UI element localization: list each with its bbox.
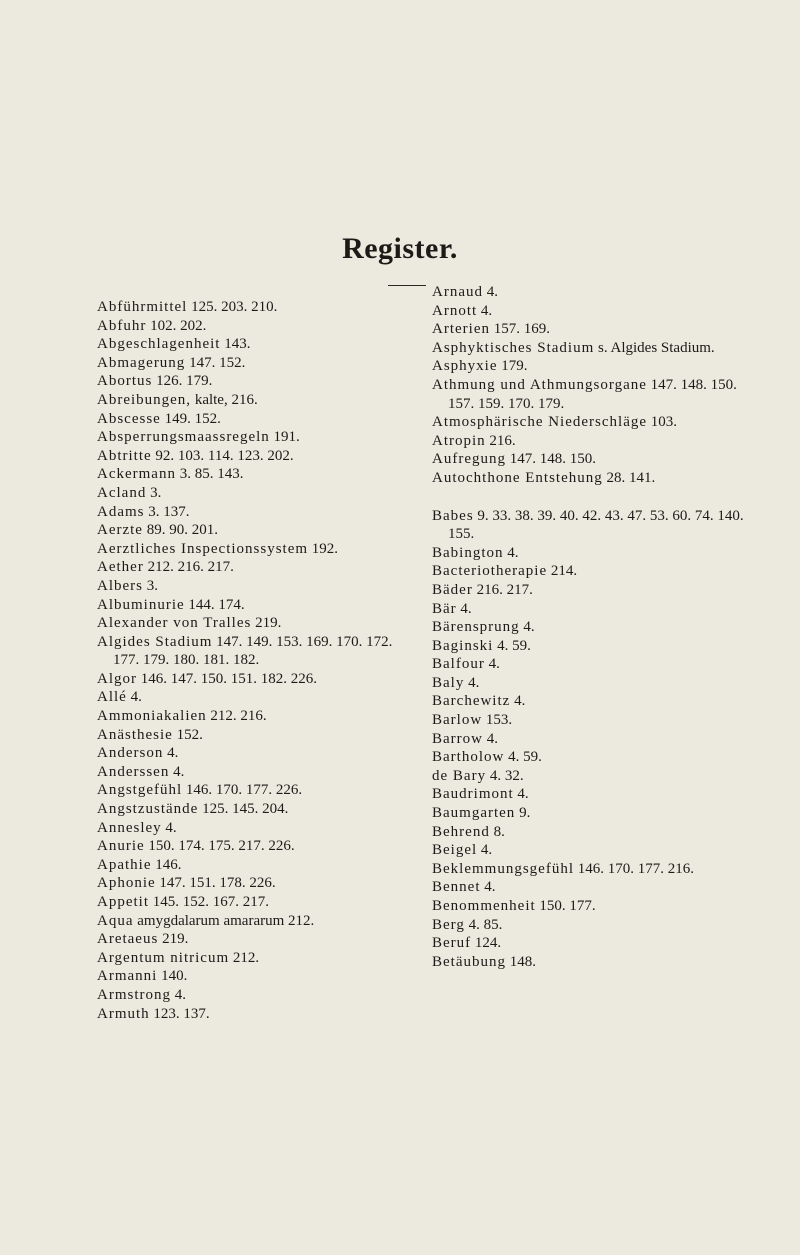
index-entry — [97, 763, 397, 782]
entry-refs: 140. — [157, 968, 188, 985]
entry-refs: 144. 174. — [184, 596, 245, 613]
index-entry — [432, 637, 762, 656]
entry-term: Arnott — [432, 302, 478, 319]
entry-term: Arterien — [432, 321, 490, 338]
index-entry — [97, 874, 397, 893]
entry-term: Abführmittel — [97, 299, 188, 315]
index-entry — [97, 521, 397, 540]
index-entry — [432, 357, 762, 376]
entry-term: Abfuhr — [97, 317, 147, 334]
index-entry — [97, 410, 397, 429]
entry-term: Abortus — [97, 373, 153, 390]
entry-term: Aerztliches Inspectionssystem — [97, 540, 309, 557]
index-entry — [432, 878, 762, 897]
entry-term: Athmung und Athmungsorgane — [432, 376, 647, 393]
entry-refs: 4. — [477, 842, 493, 859]
entry-term: Bacteriotherapie — [432, 563, 548, 580]
entry-term: Baudrimont — [432, 786, 514, 803]
index-entry — [97, 688, 397, 707]
entry-term: Beklemmungsgefühl — [432, 860, 574, 877]
entry-term: Baumgarten — [432, 805, 516, 822]
entry-refs: s. Algides Stadium. — [594, 339, 715, 356]
entry-refs: 3. 85. 143. — [175, 466, 244, 483]
entry-term: Asphyxie — [432, 358, 498, 375]
entry-refs: 192. — [308, 540, 339, 557]
entry-refs: 4. 59. — [493, 637, 531, 654]
index-entry — [97, 503, 397, 522]
index-entry — [432, 413, 762, 432]
entry-refs: 89. 90. 201. — [142, 522, 218, 539]
entry-term: Atropin — [432, 432, 486, 449]
entry-term: Arnaud — [432, 284, 483, 300]
index-entry — [432, 507, 762, 544]
entry-refs: 3. — [143, 577, 158, 594]
entry-term: Aphonie — [97, 875, 156, 892]
index-entry — [432, 581, 762, 600]
entry-refs: 4. — [171, 986, 186, 1003]
entry-term: Apathie — [97, 856, 152, 873]
entry-refs: 4. — [484, 656, 500, 673]
entry-term: Abreibungen, — [97, 391, 192, 408]
entry-refs: 4. — [483, 730, 498, 747]
entry-term: Betäubung — [432, 953, 506, 970]
index-entry — [432, 376, 762, 413]
index-entry — [432, 785, 762, 804]
entry-refs: 4. 32. — [486, 767, 524, 784]
entry-term: Angstgefühl — [97, 782, 183, 799]
index-entry — [432, 600, 762, 619]
entry-term: Bennet — [432, 879, 481, 896]
entry-term: Abgeschlagenheit — [97, 336, 221, 353]
entry-term: Adams — [97, 503, 145, 520]
entry-refs: 150. 177. — [535, 898, 596, 914]
entry-term: Abscesse — [97, 410, 161, 427]
entry-refs: 4. 85. — [464, 916, 503, 933]
index-entry — [432, 450, 762, 469]
entry-refs: 4. — [519, 619, 535, 636]
entry-refs: 212. 216. — [206, 708, 267, 725]
entry-term: Armstrong — [97, 986, 171, 1003]
entry-refs: 28. 141. — [602, 469, 656, 486]
entry-refs: 8. — [489, 823, 505, 840]
entry-refs: 4. — [513, 786, 529, 803]
entry-term: Anurie — [97, 838, 145, 855]
entry-refs: 125. 203. 210. — [187, 299, 278, 315]
index-entry — [432, 860, 762, 879]
entry-term: Baly — [432, 674, 465, 691]
index-entry — [97, 633, 397, 670]
entry-term: Albers — [97, 577, 143, 594]
entry-refs: 219. — [158, 931, 189, 948]
entry-refs: 147. 148. 150. — [505, 451, 596, 468]
entry-refs: 4. — [163, 745, 179, 762]
entry-term: Babington — [432, 544, 504, 561]
entry-term: Abtritte — [97, 447, 152, 464]
entry-refs: 145. 152. 167. 217. — [149, 894, 269, 910]
index-entry — [97, 298, 397, 317]
entry-refs: 212. 216. 217. — [143, 559, 234, 576]
entry-term: Ackermann — [97, 466, 176, 483]
entry-refs: 4. 59. — [504, 749, 542, 766]
index-entry — [97, 744, 397, 763]
index-entry — [432, 283, 762, 302]
entry-term: de Bary — [432, 767, 487, 784]
index-entry — [97, 856, 397, 875]
entry-refs: 148. — [506, 953, 536, 970]
entry-term: Algor — [97, 670, 137, 687]
entry-term: Aerzte — [97, 522, 143, 539]
entry-refs: 214. — [547, 563, 578, 580]
index-entry — [432, 841, 762, 860]
index-entry — [97, 893, 397, 912]
entry-term: Acland — [97, 484, 147, 501]
entry-refs: 4. — [503, 544, 519, 561]
index-entry — [97, 930, 397, 949]
index-entry — [432, 469, 762, 488]
entry-term: Babes — [432, 507, 474, 524]
entry-refs: 219. — [251, 615, 282, 632]
page-title: Register. — [342, 232, 458, 265]
entry-refs: 179. — [497, 358, 528, 375]
entry-term: Beruf — [432, 935, 472, 952]
entry-refs: amygdalarum amararum 212. — [133, 912, 315, 929]
entry-term: Ammoniakalien — [97, 708, 207, 725]
entry-term: Alexander von Tralles — [97, 615, 252, 632]
index-entry — [97, 372, 397, 391]
entry-refs: 92. 103. 114. 123. 202. — [151, 447, 294, 464]
index-entry — [97, 558, 397, 577]
entry-term: Anästhesie — [97, 726, 173, 743]
entry-refs: 146. 170. 177. 216. — [573, 860, 694, 877]
entry-term: Angstzustände — [97, 801, 199, 818]
entry-refs: 123. 137. — [149, 1005, 210, 1022]
index-entry — [97, 577, 397, 596]
entry-term: Autochthone Entstehung — [432, 469, 603, 486]
entry-refs: 4. — [510, 693, 526, 710]
entry-refs: 191. — [269, 429, 300, 446]
entry-refs: 150. 174. 175. 217. 226. — [144, 838, 295, 855]
index-entry — [97, 800, 397, 819]
index-entry — [97, 465, 397, 484]
entry-term: Bär — [432, 600, 457, 617]
entry-term: Anderson — [97, 745, 164, 762]
index-entry — [432, 711, 762, 730]
index-entry — [97, 986, 397, 1005]
index-entry — [97, 354, 397, 373]
index-entry — [432, 302, 762, 321]
entry-term: Bärensprung — [432, 619, 520, 636]
index-entry — [97, 967, 397, 986]
index-entry — [97, 1005, 397, 1024]
index-entry — [97, 428, 397, 447]
entry-term: Armanni — [97, 968, 158, 985]
index-entry — [97, 335, 397, 354]
entry-term: Aether — [97, 559, 144, 576]
entry-refs: 4. — [464, 674, 480, 691]
entry-term: Asphyktisches Stadium — [432, 339, 595, 356]
entry-term: Barlow — [432, 712, 483, 729]
index-entry — [97, 781, 397, 800]
index-entry — [97, 726, 397, 745]
entry-refs: 147. 149. 153. 169. 170. 172. 177. 179. 180. 181. 182. — [113, 633, 393, 669]
entry-term: Aqua — [97, 912, 134, 929]
entry-refs: 216. — [485, 432, 516, 449]
index-entry — [97, 540, 397, 559]
index-entry — [97, 391, 397, 410]
entry-term: Anderssen — [97, 763, 170, 780]
index-entry — [432, 897, 762, 916]
entry-refs: 4. — [483, 284, 498, 300]
index-entry — [432, 562, 762, 581]
index-entry — [432, 916, 762, 935]
entry-refs: 216. 217. — [472, 581, 533, 598]
entry-refs: 143. — [220, 336, 251, 353]
entry-term: Appetit — [97, 894, 149, 910]
entry-refs: 212. — [229, 949, 260, 966]
title-rule — [388, 285, 426, 286]
entry-refs: 4. — [480, 879, 496, 896]
index-entry — [97, 447, 397, 466]
index-entry — [432, 953, 762, 972]
entry-term: Albuminurie — [97, 596, 185, 613]
entry-term: Aufregung — [432, 451, 506, 468]
letter-gap — [432, 488, 762, 507]
index-entry — [97, 317, 397, 336]
index-entry — [432, 804, 762, 823]
index-entry — [97, 707, 397, 726]
entry-term: Argentum nitricum — [97, 949, 230, 966]
entry-term: Balfour — [432, 656, 485, 673]
index-entry — [97, 596, 397, 615]
index-entry — [432, 767, 762, 786]
entry-refs: 146. — [151, 856, 182, 873]
index-entry — [97, 837, 397, 856]
entry-refs: 152. — [172, 726, 203, 743]
index-entry — [432, 544, 762, 563]
entry-refs: 153. — [482, 712, 513, 729]
entry-term: Behrend — [432, 823, 490, 840]
entry-term: Aretaeus — [97, 931, 159, 948]
entry-refs: 149. 152. — [160, 410, 221, 427]
entry-refs: 9. — [515, 805, 531, 822]
entry-refs: 3. — [146, 484, 162, 501]
index-entry — [97, 912, 397, 931]
entry-term: Abmagerung — [97, 354, 186, 371]
entry-term: Bäder — [432, 581, 473, 598]
entry-refs: kalte, 216. — [191, 391, 258, 408]
entry-term: Allé — [97, 689, 127, 706]
entry-term: Barrow — [432, 730, 483, 747]
entry-refs: 4. — [456, 600, 472, 617]
index-entry — [432, 339, 762, 358]
entry-refs: 124. — [471, 935, 502, 952]
entry-refs: 4. — [161, 819, 177, 836]
entry-refs: 4. — [169, 763, 185, 780]
entry-refs: 147. 151. 178. 226. — [155, 875, 276, 892]
index-column-left — [97, 298, 397, 1023]
entry-refs: 3. 137. — [144, 503, 190, 520]
index-entry — [432, 748, 762, 767]
entry-refs: 146. 170. 177. 226. — [182, 782, 303, 799]
index-entry — [432, 618, 762, 637]
index-entry — [432, 320, 762, 339]
index-entry — [97, 670, 397, 689]
index-entry — [97, 614, 397, 633]
entry-term: Barchewitz — [432, 693, 511, 710]
entry-term: Absperrungsmaassregeln — [97, 429, 270, 446]
index-entry — [97, 949, 397, 968]
entry-term: Armuth — [97, 1005, 150, 1022]
entry-term: Berg — [432, 916, 465, 933]
entry-term: Beigel — [432, 842, 478, 859]
entry-refs: 102. 202. — [146, 317, 207, 334]
entry-term: Algides Stadium — [97, 633, 213, 650]
index-entry — [432, 823, 762, 842]
index-entry — [432, 934, 762, 953]
entry-refs: 103. — [647, 414, 678, 431]
index-entry — [432, 674, 762, 693]
entry-refs: 125. 145. 204. — [198, 801, 289, 818]
index-entry — [432, 692, 762, 711]
index-column-right — [432, 283, 762, 971]
entry-term: Baginski — [432, 637, 494, 654]
entry-refs: 4. — [126, 689, 142, 706]
index-entry — [97, 819, 397, 838]
entry-refs: 147. 148. 150. 157. 159. 170. 179. — [448, 376, 737, 412]
entry-term: Annesley — [97, 819, 162, 836]
index-entry — [432, 655, 762, 674]
entry-refs: 9. 33. 38. 39. 40. 42. 43. 47. 53. 60. 74. 140. 155. — [448, 507, 744, 543]
entry-refs: 147. 152. — [185, 354, 246, 371]
index-entry — [97, 484, 397, 503]
entry-refs: 4. — [477, 302, 493, 319]
entry-term: Atmosphärische Niederschläge — [432, 414, 648, 431]
entry-refs: 157. 169. — [489, 321, 550, 338]
index-entry — [432, 432, 762, 451]
entry-term: Bartholow — [432, 749, 505, 766]
entry-term: Benommenheit — [432, 898, 536, 914]
entry-refs: 126. 179. — [152, 373, 213, 390]
entry-refs: 146. 147. 150. 151. 182. 226. — [137, 670, 317, 687]
index-entry — [432, 730, 762, 749]
